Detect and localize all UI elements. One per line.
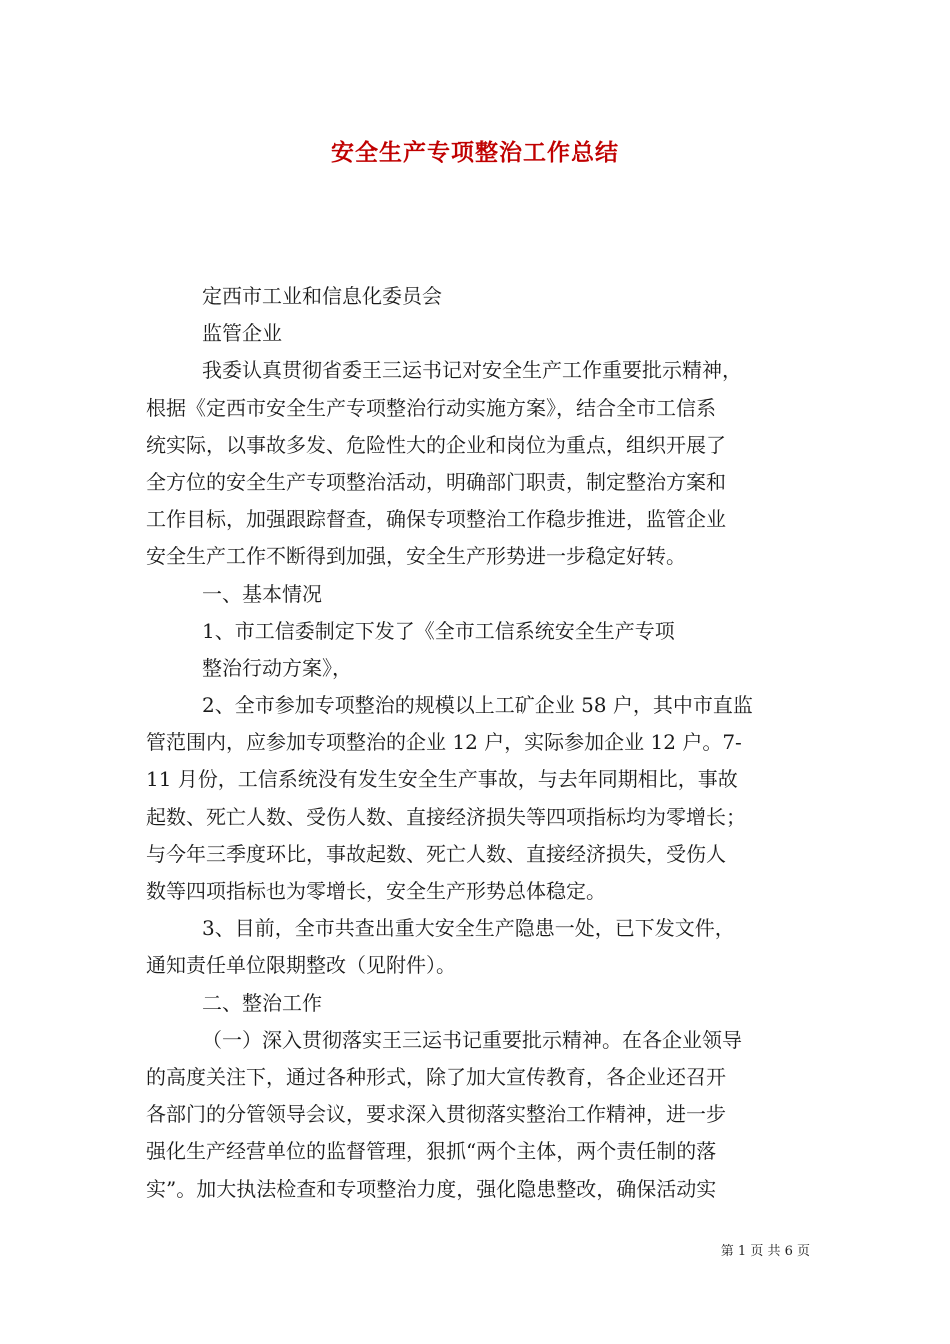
page-number: 第 1 页 共 6 页 [720,1244,810,1259]
body-line: 我委认真贯彻省委王三运书记对安全生产工作重要批示精神， [202,358,742,383]
section-heading-basic: 一、基本情况 [202,581,322,606]
body-line: 与今年三季度环比，事故起数、死亡人数、直接经济损失，受伤人 [146,841,726,866]
document-body [146,278,806,1208]
section-heading-work: 二、整治工作 [202,990,322,1015]
body-line: 强化生产经营单位的监督管理，狠抓“两个主体，两个责任制的落 [146,1139,717,1164]
body-line: 安全生产工作不断得到加强，安全生产形势进一步稳定好转。 [146,544,686,569]
body-line: 根据《定西市安全生产专项整治行动实施方案》，结合全市工信系 [146,395,716,420]
body-line: 数等四项指标也为零增长，安全生产形势总体稳定。 [146,879,606,903]
body-line: 起数、死亡人数、受伤人数、直接经济损失等四项指标均为零增长； [146,804,746,829]
body-line: 的高度关注下，通过各种形式，除了加大宣传教育，各企业还召开 [146,1064,726,1089]
body-line: 11 月份，工信系统没有发生安全生产事故，与去年同期相比，事故 [146,767,738,792]
body-line: 整治行动方案》， [202,655,352,680]
body-line: 1、市工信委制定下发了《全市工信系统安全生产专项 [202,618,675,643]
body-line: 各部门的分管领导会议，要求深入贯彻落实整治工作精神，进一步 [146,1102,726,1127]
body-line: 统实际，以事故多发、危险性大的企业和岗位为重点，组织开展了 [146,432,726,457]
body-line: 2、全市参加专项整治的规模以上工矿企业 58 户，其中市直监 [202,693,753,718]
body-line: （一）深入贯彻落实王三运书记重要批示精神。在各企业领导 [202,1027,742,1052]
body-line: 3、目前，全市共查出重大安全生产隐患一处，已下发文件， [202,916,735,941]
document-title: 安全生产专项整治工作总结 [331,139,619,166]
body-line: 全方位的安全生产专项整治活动，明确部门职责，制定整治方案和 [146,469,726,494]
body-line: 管范围内，应参加专项整治的企业 12 户，实际参加企业 12 户。7- [146,730,742,755]
body-line: 工作目标，加强跟踪督查，确保专项整治工作稳步推进，监管企业 [146,507,726,532]
body-line: 通知责任单位限期整改（见附件）。 [146,953,456,978]
body-line-org: 定西市工业和信息化委员会 [202,284,442,308]
body-line-recipient: 监管企业 [202,321,282,346]
body-line: 实”。加大执法检查和专项整治力度，强化隐患整改，确保活动实 [146,1176,717,1201]
